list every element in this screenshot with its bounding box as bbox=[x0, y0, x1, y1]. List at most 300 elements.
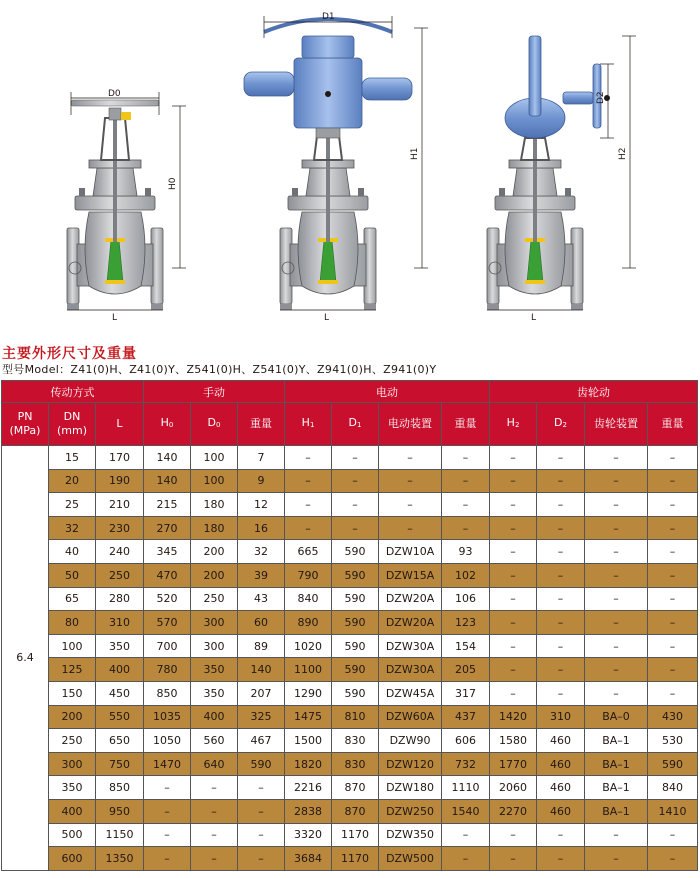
table-cell: 250 bbox=[49, 729, 96, 753]
dim-l-label-1: L bbox=[112, 313, 118, 323]
col-d1-label: D bbox=[348, 416, 358, 429]
col-weight-manual: 重量 bbox=[238, 403, 285, 446]
col-h1-sub: 1 bbox=[309, 421, 315, 429]
table-cell: DZW10A bbox=[379, 540, 442, 564]
table-cell: BA–1 bbox=[585, 799, 648, 823]
table-cell: 140 bbox=[144, 446, 191, 470]
table-cell: 89 bbox=[238, 634, 285, 658]
table-cell: 1820 bbox=[285, 752, 332, 776]
table-cell: 650 bbox=[96, 729, 144, 753]
table-cell: 2838 bbox=[285, 799, 332, 823]
table-cell: 640 bbox=[191, 752, 238, 776]
table-cell: 250 bbox=[191, 587, 238, 611]
table-cell: – bbox=[585, 823, 648, 847]
table-cell: 350 bbox=[191, 658, 238, 682]
table-cell: – bbox=[379, 469, 442, 493]
table-cell: 590 bbox=[332, 563, 379, 587]
table-cell: 950 bbox=[96, 799, 144, 823]
table-cell: – bbox=[537, 540, 585, 564]
table-cell: 12 bbox=[238, 493, 285, 517]
table-cell: 3320 bbox=[285, 823, 332, 847]
spec-table bbox=[1, 380, 698, 871]
col-h2 bbox=[490, 403, 537, 446]
table-cell: – bbox=[648, 847, 698, 871]
table-cell: 1475 bbox=[285, 705, 332, 729]
table-cell: DZW30A bbox=[379, 634, 442, 658]
col-d0 bbox=[191, 403, 238, 446]
table-cell: – bbox=[332, 516, 379, 540]
table-cell: – bbox=[490, 681, 537, 705]
table-cell: 590 bbox=[332, 540, 379, 564]
table-cell: 1150 bbox=[96, 823, 144, 847]
table-cell: 200 bbox=[191, 563, 238, 587]
dim-h0-label: H0 bbox=[168, 177, 178, 190]
table-cell: – bbox=[238, 847, 285, 871]
table-cell: 830 bbox=[332, 729, 379, 753]
table-cell: – bbox=[379, 446, 442, 470]
table-cell: 590 bbox=[648, 752, 698, 776]
col-electric-device: 电动装置 bbox=[379, 403, 442, 446]
col-h0-label: H bbox=[160, 416, 169, 429]
table-cell: 1050 bbox=[144, 729, 191, 753]
table-cell: 1410 bbox=[648, 799, 698, 823]
table-cell: 1170 bbox=[332, 823, 379, 847]
table-cell: 790 bbox=[285, 563, 332, 587]
table-cell: – bbox=[332, 469, 379, 493]
table-cell: DZW30A bbox=[379, 658, 442, 682]
table-cell: 1580 bbox=[490, 729, 537, 753]
table-row bbox=[2, 493, 698, 517]
table-cell: DZW350 bbox=[379, 823, 442, 847]
table-cell: 310 bbox=[96, 611, 144, 635]
table-cell: 450 bbox=[96, 681, 144, 705]
col-h1 bbox=[285, 403, 332, 446]
table-cell: 1420 bbox=[490, 705, 537, 729]
table-cell: BA–1 bbox=[585, 776, 648, 800]
table-cell: – bbox=[537, 681, 585, 705]
col-weight-electric: 重量 bbox=[442, 403, 490, 446]
table-cell: 590 bbox=[332, 611, 379, 635]
dim-d2-label: D2 bbox=[596, 91, 606, 104]
col-d2-label: D bbox=[554, 416, 563, 429]
table-cell: – bbox=[585, 611, 648, 635]
table-cell: 20 bbox=[49, 469, 96, 493]
table-cell: 400 bbox=[191, 705, 238, 729]
table-cell: – bbox=[285, 446, 332, 470]
table-cell: – bbox=[144, 776, 191, 800]
table-row bbox=[2, 634, 698, 658]
table-cell: – bbox=[191, 823, 238, 847]
table-cell: 32 bbox=[238, 540, 285, 564]
table-cell: – bbox=[648, 446, 698, 470]
table-row bbox=[2, 469, 698, 493]
table-cell: 9 bbox=[238, 469, 285, 493]
table-cell: 470 bbox=[144, 563, 191, 587]
table-cell: 590 bbox=[238, 752, 285, 776]
table-cell: BA–1 bbox=[585, 729, 648, 753]
table-cell: 207 bbox=[238, 681, 285, 705]
valve-drawings bbox=[0, 0, 700, 330]
table-cell: – bbox=[585, 681, 648, 705]
table-cell: 1110 bbox=[442, 776, 490, 800]
table-cell: 460 bbox=[537, 752, 585, 776]
table-cell: 100 bbox=[191, 469, 238, 493]
table-row bbox=[2, 799, 698, 823]
table-cell: 39 bbox=[238, 563, 285, 587]
table-cell: 154 bbox=[442, 634, 490, 658]
table-cell: 500 bbox=[49, 823, 96, 847]
table-cell: – bbox=[442, 493, 490, 517]
table-cell: – bbox=[490, 823, 537, 847]
table-cell: – bbox=[490, 469, 537, 493]
table-cell: 180 bbox=[191, 516, 238, 540]
table-cell: DZW120 bbox=[379, 752, 442, 776]
table-cell: – bbox=[490, 587, 537, 611]
col-pn-label: PN bbox=[17, 410, 33, 423]
table-cell: 1035 bbox=[144, 705, 191, 729]
table-cell: – bbox=[648, 493, 698, 517]
table-cell: – bbox=[332, 446, 379, 470]
col-d1-sub: 1 bbox=[357, 421, 362, 429]
col-dn-unit: (mm) bbox=[56, 424, 87, 437]
table-cell: 300 bbox=[191, 634, 238, 658]
table-cell: 665 bbox=[285, 540, 332, 564]
table-cell: 230 bbox=[96, 516, 144, 540]
table-cell: 1170 bbox=[332, 847, 379, 871]
table-cell: – bbox=[285, 493, 332, 517]
table-cell: 437 bbox=[442, 705, 490, 729]
table-cell: – bbox=[238, 823, 285, 847]
col-gear-device: 齿轮装置 bbox=[585, 403, 648, 446]
table-cell: 40 bbox=[49, 540, 96, 564]
table-cell: – bbox=[238, 776, 285, 800]
col-h0-sub: 0 bbox=[168, 421, 174, 429]
table-cell: 25 bbox=[49, 493, 96, 517]
table-cell: 850 bbox=[96, 776, 144, 800]
table-cell: 102 bbox=[442, 563, 490, 587]
table-cell: 350 bbox=[96, 634, 144, 658]
table-cell: – bbox=[442, 847, 490, 871]
table-cell: 1770 bbox=[490, 752, 537, 776]
table-cell: 100 bbox=[191, 446, 238, 470]
table-cell: – bbox=[585, 634, 648, 658]
table-cell: – bbox=[585, 847, 648, 871]
table-cell: – bbox=[648, 823, 698, 847]
table-cell: 1020 bbox=[285, 634, 332, 658]
table-cell: 1500 bbox=[285, 729, 332, 753]
table-cell: 270 bbox=[144, 516, 191, 540]
table-cell: 400 bbox=[49, 799, 96, 823]
table-cell: – bbox=[585, 587, 648, 611]
table-cell: 7 bbox=[238, 446, 285, 470]
table-cell: 1470 bbox=[144, 752, 191, 776]
table-cell: BA–0 bbox=[585, 705, 648, 729]
table-cell: 16 bbox=[238, 516, 285, 540]
table-cell: 530 bbox=[648, 729, 698, 753]
table-cell: – bbox=[238, 799, 285, 823]
table-cell: 590 bbox=[332, 681, 379, 705]
table-cell: 1350 bbox=[96, 847, 144, 871]
table-cell: 1290 bbox=[285, 681, 332, 705]
table-cell: 200 bbox=[191, 540, 238, 564]
table-cell: 1100 bbox=[285, 658, 332, 682]
table-cell: 32 bbox=[49, 516, 96, 540]
table-cell: – bbox=[585, 516, 648, 540]
table-cell: – bbox=[144, 799, 191, 823]
table-cell: – bbox=[490, 446, 537, 470]
table-cell: – bbox=[191, 847, 238, 871]
table-cell: 560 bbox=[191, 729, 238, 753]
col-h1-label: H bbox=[301, 416, 310, 429]
table-cell: 850 bbox=[144, 681, 191, 705]
table-cell: – bbox=[490, 563, 537, 587]
table-cell: 43 bbox=[238, 587, 285, 611]
section-title: 主要外形尺寸及重量 bbox=[2, 346, 137, 362]
table-cell: DZW15A bbox=[379, 563, 442, 587]
table-cell: DZW180 bbox=[379, 776, 442, 800]
table-cell: 460 bbox=[537, 799, 585, 823]
table-cell: – bbox=[648, 469, 698, 493]
table-row bbox=[2, 705, 698, 729]
col-h2-sub: 2 bbox=[514, 421, 520, 429]
table-cell: – bbox=[442, 516, 490, 540]
col-d1 bbox=[332, 403, 379, 446]
col-pn bbox=[2, 403, 49, 446]
table-cell: BA–1 bbox=[585, 752, 648, 776]
table-cell: – bbox=[537, 823, 585, 847]
table-cell: – bbox=[285, 516, 332, 540]
table-cell: 606 bbox=[442, 729, 490, 753]
table-cell: – bbox=[585, 658, 648, 682]
table-cell: 430 bbox=[648, 705, 698, 729]
table-cell: – bbox=[648, 634, 698, 658]
table-cell: 732 bbox=[442, 752, 490, 776]
table-cell: – bbox=[442, 469, 490, 493]
table-cell: 100 bbox=[49, 634, 96, 658]
table-cell: 60 bbox=[238, 611, 285, 635]
table-cell: 570 bbox=[144, 611, 191, 635]
table-cell: 240 bbox=[96, 540, 144, 564]
table-cell: – bbox=[537, 611, 585, 635]
table-cell: 250 bbox=[96, 563, 144, 587]
table-cell: – bbox=[648, 516, 698, 540]
table-cell: 123 bbox=[442, 611, 490, 635]
table-cell: 170 bbox=[96, 446, 144, 470]
table-cell: – bbox=[490, 847, 537, 871]
table-cell: 317 bbox=[442, 681, 490, 705]
table-cell: 467 bbox=[238, 729, 285, 753]
table-cell: 590 bbox=[332, 634, 379, 658]
table-row bbox=[2, 776, 698, 800]
table-cell: – bbox=[648, 563, 698, 587]
table-cell: – bbox=[648, 540, 698, 564]
table-cell: – bbox=[537, 847, 585, 871]
table-cell: DZW45A bbox=[379, 681, 442, 705]
group-gear: 齿轮动 bbox=[490, 381, 698, 403]
table-cell: 2216 bbox=[285, 776, 332, 800]
col-d0-sub: 0 bbox=[216, 421, 221, 429]
table-cell: 325 bbox=[238, 705, 285, 729]
table-cell: – bbox=[144, 823, 191, 847]
table-cell: – bbox=[585, 469, 648, 493]
dim-d0-label: D0 bbox=[108, 89, 121, 99]
col-h2-label: H bbox=[506, 416, 515, 429]
table-row bbox=[2, 847, 698, 871]
table-cell: 840 bbox=[648, 776, 698, 800]
table-row bbox=[2, 446, 698, 470]
col-d2 bbox=[537, 403, 585, 446]
table-row bbox=[2, 563, 698, 587]
table-cell: 300 bbox=[191, 611, 238, 635]
table-cell: 830 bbox=[332, 752, 379, 776]
table-cell: 1540 bbox=[442, 799, 490, 823]
table-cell: 350 bbox=[191, 681, 238, 705]
table-cell: 140 bbox=[144, 469, 191, 493]
table-cell: – bbox=[490, 493, 537, 517]
table-cell: – bbox=[332, 493, 379, 517]
table-cell: 460 bbox=[537, 729, 585, 753]
table-row bbox=[2, 658, 698, 682]
table-cell: 780 bbox=[144, 658, 191, 682]
table-cell: 150 bbox=[49, 681, 96, 705]
table-cell: 65 bbox=[49, 587, 96, 611]
table-cell: 890 bbox=[285, 611, 332, 635]
col-d0-label: D bbox=[207, 416, 216, 429]
table-cell: DZW60A bbox=[379, 705, 442, 729]
table-cell: 210 bbox=[96, 493, 144, 517]
table-cell: – bbox=[585, 563, 648, 587]
table-cell: 520 bbox=[144, 587, 191, 611]
table-cell: 700 bbox=[144, 634, 191, 658]
table-row bbox=[2, 587, 698, 611]
table-cell: – bbox=[537, 493, 585, 517]
table-row bbox=[2, 823, 698, 847]
table-cell: 350 bbox=[49, 776, 96, 800]
pn-cell: 6.4 bbox=[2, 446, 49, 871]
table-cell: 93 bbox=[442, 540, 490, 564]
table-cell: 205 bbox=[442, 658, 490, 682]
dim-h1-label: H1 bbox=[410, 147, 420, 160]
table-row bbox=[2, 516, 698, 540]
table-cell: 140 bbox=[238, 658, 285, 682]
table-cell: – bbox=[285, 469, 332, 493]
table-cell: 190 bbox=[96, 469, 144, 493]
table-cell: 840 bbox=[285, 587, 332, 611]
table-cell: – bbox=[490, 516, 537, 540]
table-row bbox=[2, 729, 698, 753]
table-cell: – bbox=[537, 516, 585, 540]
table-cell: 180 bbox=[191, 493, 238, 517]
table-cell: – bbox=[585, 446, 648, 470]
table-cell: – bbox=[537, 563, 585, 587]
table-cell: – bbox=[442, 446, 490, 470]
table-cell: – bbox=[490, 658, 537, 682]
table-cell: – bbox=[379, 516, 442, 540]
table-cell: – bbox=[648, 611, 698, 635]
table-cell: – bbox=[144, 847, 191, 871]
group-drive: 传动方式 bbox=[2, 381, 144, 403]
table-cell: – bbox=[648, 658, 698, 682]
table-cell: – bbox=[442, 823, 490, 847]
table-cell: – bbox=[191, 799, 238, 823]
table-cell: 460 bbox=[537, 776, 585, 800]
table-cell: 550 bbox=[96, 705, 144, 729]
table-cell: – bbox=[191, 776, 238, 800]
spec-table-body bbox=[2, 446, 698, 871]
col-pn-unit: (MPa) bbox=[9, 424, 41, 437]
table-cell: – bbox=[537, 587, 585, 611]
dim-l-label-3: L bbox=[531, 313, 537, 323]
dim-d1-label: D1 bbox=[322, 12, 335, 22]
table-row bbox=[2, 752, 698, 776]
model-line: 型号Model：Z41(0)H、Z41(0)Y、Z541(0)H、Z541(0)Y、Z941(0)H、Z941(0)Y bbox=[2, 363, 437, 376]
table-cell: 870 bbox=[332, 799, 379, 823]
table-cell: – bbox=[585, 540, 648, 564]
table-cell: – bbox=[648, 587, 698, 611]
col-dn-label: DN bbox=[63, 410, 81, 423]
table-cell: DZW20A bbox=[379, 587, 442, 611]
table-cell: DZW90 bbox=[379, 729, 442, 753]
table-cell: 80 bbox=[49, 611, 96, 635]
table-cell: 590 bbox=[332, 658, 379, 682]
table-cell: 15 bbox=[49, 446, 96, 470]
table-cell: 3684 bbox=[285, 847, 332, 871]
col-l: L bbox=[96, 403, 144, 446]
table-cell: – bbox=[490, 540, 537, 564]
table-cell: 106 bbox=[442, 587, 490, 611]
table-cell: – bbox=[537, 658, 585, 682]
table-cell: 300 bbox=[49, 752, 96, 776]
table-cell: – bbox=[379, 493, 442, 517]
table-cell: 125 bbox=[49, 658, 96, 682]
table-cell: DZW20A bbox=[379, 611, 442, 635]
table-cell: 2060 bbox=[490, 776, 537, 800]
col-d2-sub: 2 bbox=[562, 421, 567, 429]
table-cell: 345 bbox=[144, 540, 191, 564]
table-row bbox=[2, 681, 698, 705]
dim-h2-label: H2 bbox=[618, 147, 628, 160]
table-cell: 810 bbox=[332, 705, 379, 729]
group-electric: 电动 bbox=[285, 381, 490, 403]
table-row bbox=[2, 611, 698, 635]
table-cell: 215 bbox=[144, 493, 191, 517]
dim-l-label-2: L bbox=[324, 313, 330, 323]
table-cell: 50 bbox=[49, 563, 96, 587]
table-cell: 750 bbox=[96, 752, 144, 776]
table-cell: – bbox=[585, 493, 648, 517]
table-cell: 400 bbox=[96, 658, 144, 682]
col-dn bbox=[49, 403, 96, 446]
table-cell: 310 bbox=[537, 705, 585, 729]
table-cell: DZW250 bbox=[379, 799, 442, 823]
table-cell: 280 bbox=[96, 587, 144, 611]
table-cell: 600 bbox=[49, 847, 96, 871]
table-cell: – bbox=[537, 634, 585, 658]
table-cell: DZW500 bbox=[379, 847, 442, 871]
col-weight-gear: 重量 bbox=[648, 403, 698, 446]
table-cell: – bbox=[490, 634, 537, 658]
table-cell: – bbox=[537, 469, 585, 493]
table-cell: – bbox=[648, 681, 698, 705]
table-cell: – bbox=[490, 611, 537, 635]
col-h0 bbox=[144, 403, 191, 446]
group-manual: 手动 bbox=[144, 381, 285, 403]
table-row bbox=[2, 540, 698, 564]
table-cell: 590 bbox=[332, 587, 379, 611]
table-cell: 2270 bbox=[490, 799, 537, 823]
table-cell: – bbox=[537, 446, 585, 470]
table-cell: 200 bbox=[49, 705, 96, 729]
